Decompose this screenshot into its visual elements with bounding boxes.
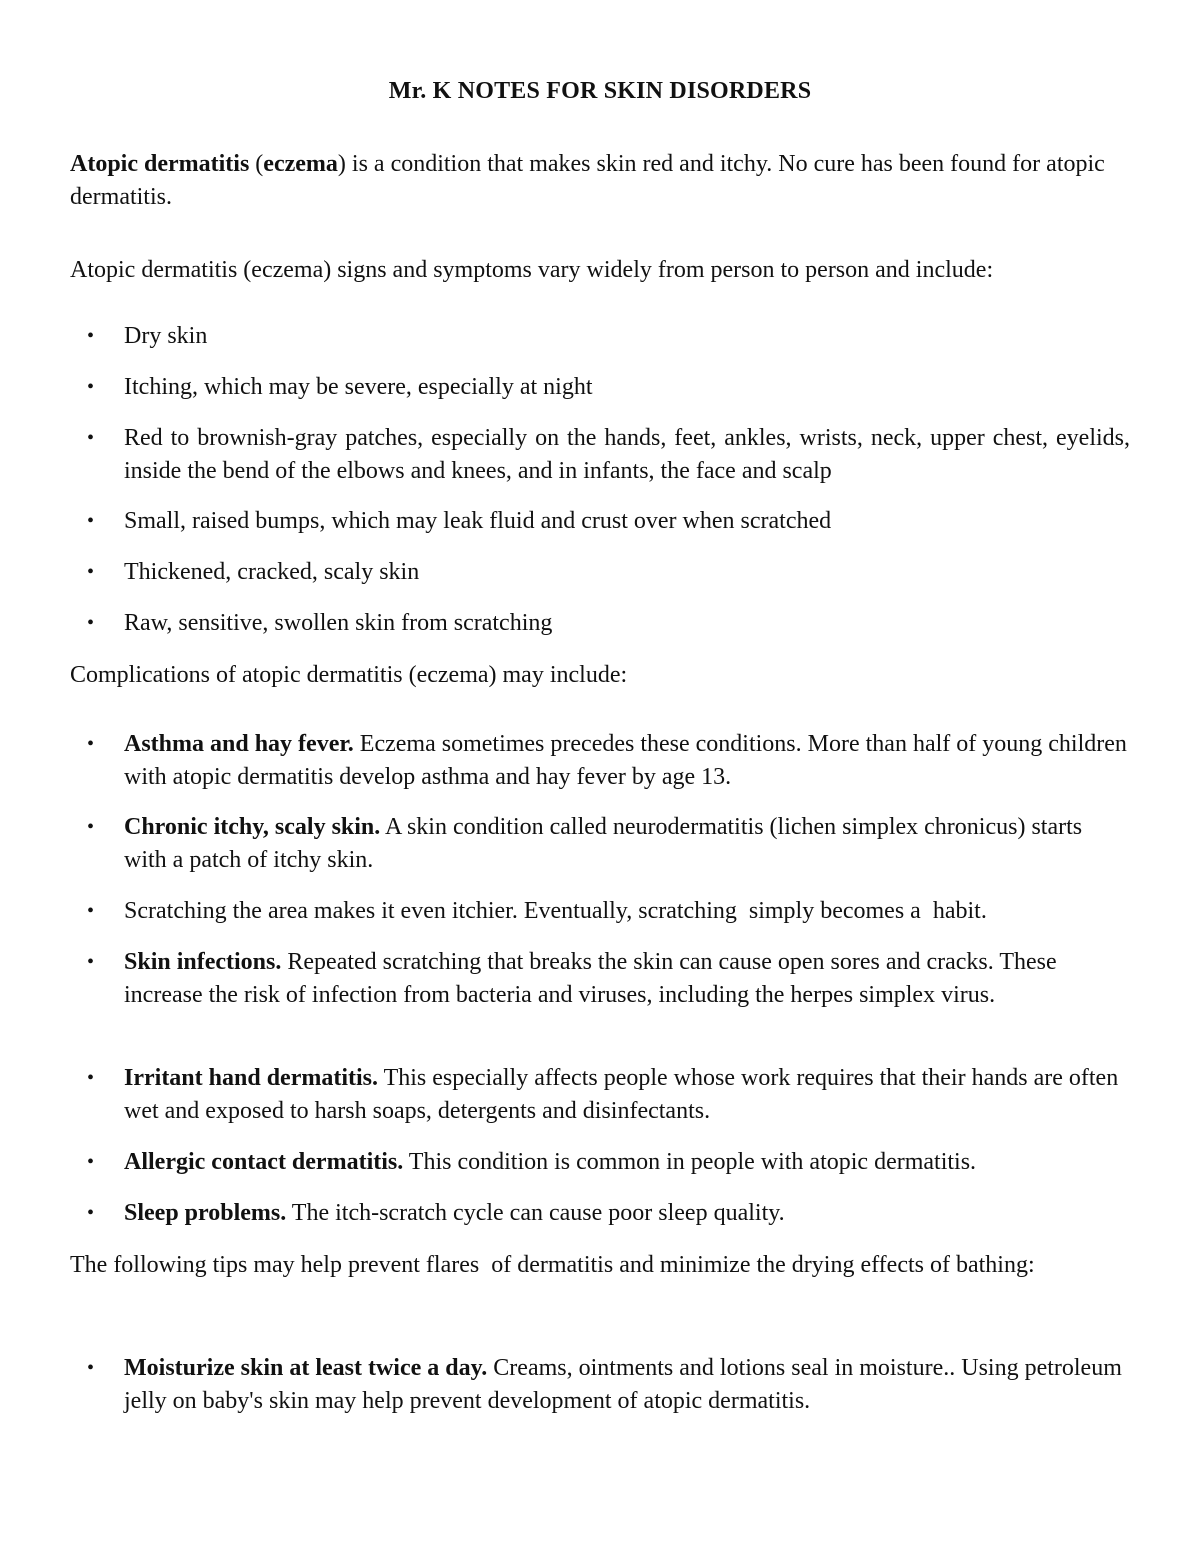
symptom-text: Itching, which may be severe, especially at night — [124, 374, 593, 400]
symptoms-intro: Atopic dermatitis (eczema) signs and symptoms vary widely from person to person and include: — [70, 257, 994, 283]
complication-heading: Sleep problems. — [124, 1200, 287, 1226]
complication-text: Repeated scratching that breaks the skin can cause open sores and cracks. These increase the risk of infection from bacteria and viruses, including the herpes simplex virus. — [124, 949, 1057, 1008]
bullet: • — [87, 1151, 95, 1173]
symptom-text: Small, raised bumps, which may leak fluid and crust over when scratched — [124, 508, 832, 534]
symptom-text: Red to brownish-gray patches, especially on the hands, feet, ankles, wrists, neck, upper chest, eyelids, inside the bend of the elbows and knees, and in infants, the face and scalp — [124, 425, 1130, 484]
tip-item — [70, 1352, 1130, 1418]
symptom-text: Raw, sensitive, swollen skin from scratching — [124, 610, 553, 636]
symptom-item — [70, 556, 1130, 589]
complication-item — [70, 946, 1130, 1012]
bullet: • — [87, 1357, 95, 1379]
complication-item — [70, 811, 1130, 877]
complication-heading: Chronic itchy, scaly skin. — [124, 814, 381, 840]
bullet: • — [87, 816, 95, 838]
complication-heading: Skin infections. — [124, 949, 282, 975]
complication-item — [70, 728, 1130, 794]
complication-text: This condition is common in people with atopic dermatitis. — [403, 1149, 977, 1175]
bullet: • — [87, 733, 95, 755]
intro-paren-open: ( — [249, 151, 264, 177]
bullet: • — [87, 510, 95, 532]
bullet: • — [87, 325, 95, 347]
complication-text: The itch-scratch cycle can cause poor sleep quality. — [286, 1200, 785, 1226]
complications-intro: Complications of atopic dermatitis (eczema) may include: — [70, 662, 628, 688]
intro-text: is a condition that makes skin red and itchy. No cure has been found for atopic dermatitis. — [70, 151, 1105, 210]
symptom-item — [70, 422, 1130, 488]
complication-heading: Allergic contact dermatitis. — [124, 1149, 404, 1175]
bullet: • — [87, 1202, 95, 1224]
bullet: • — [87, 900, 95, 922]
symptom-item — [70, 607, 1130, 640]
symptom-item — [70, 320, 1130, 353]
symptom-item — [70, 505, 1130, 538]
intro-term: Atopic dermatitis — [70, 151, 250, 177]
complication-text: Scratching the area makes it even itchier. Eventually, scratching simply becomes a habit. — [124, 898, 987, 924]
tip-text: Creams, ointments and lotions seal in moisture.. Using petroleum jelly on baby's skin may help prevent development of atopic dermatitis. — [124, 1355, 1122, 1414]
complication-item — [70, 1197, 1130, 1230]
document-title: Mr. K NOTES FOR SKIN DISORDERS — [388, 78, 812, 104]
bullet: • — [87, 376, 95, 398]
symptom-text: Dry skin — [124, 323, 208, 349]
bullet: • — [87, 1067, 95, 1089]
tip-heading: Moisturize skin at least twice a day. — [124, 1355, 488, 1381]
complication-text: This especially affects people whose work requires that their hands are often wet and exposed to harsh soaps, detergents and disinfectants. — [124, 1065, 1119, 1124]
complication-heading: Irritant hand dermatitis. — [124, 1065, 378, 1091]
bullet: • — [87, 612, 95, 634]
complication-text: Eczema sometimes precedes these conditions. More than half of young children with atopic dermatitis develop asthma and hay fever by age 13. — [124, 731, 1127, 790]
symptom-text: Thickened, cracked, scaly skin — [124, 559, 420, 585]
bullet: • — [87, 951, 95, 973]
intro-paragraph — [70, 148, 1130, 214]
complication-heading: Asthma and hay fever. — [124, 731, 354, 757]
intro-term-alt: eczema — [263, 151, 338, 177]
symptom-item — [70, 371, 1130, 404]
complication-text: A skin condition called neurodermatitis (lichen simplex chronicus) starts with a patch of itchy skin. — [124, 814, 1083, 873]
tips-intro: The following tips may help prevent flares of dermatitis and minimize the drying effects of bathing: — [70, 1252, 1035, 1278]
complication-item — [70, 895, 1130, 928]
complication-item — [70, 1062, 1130, 1128]
complication-item — [70, 1146, 1130, 1179]
bullet: • — [87, 427, 95, 449]
intro-paren-close: ) — [337, 151, 346, 177]
bullet: • — [87, 561, 95, 583]
